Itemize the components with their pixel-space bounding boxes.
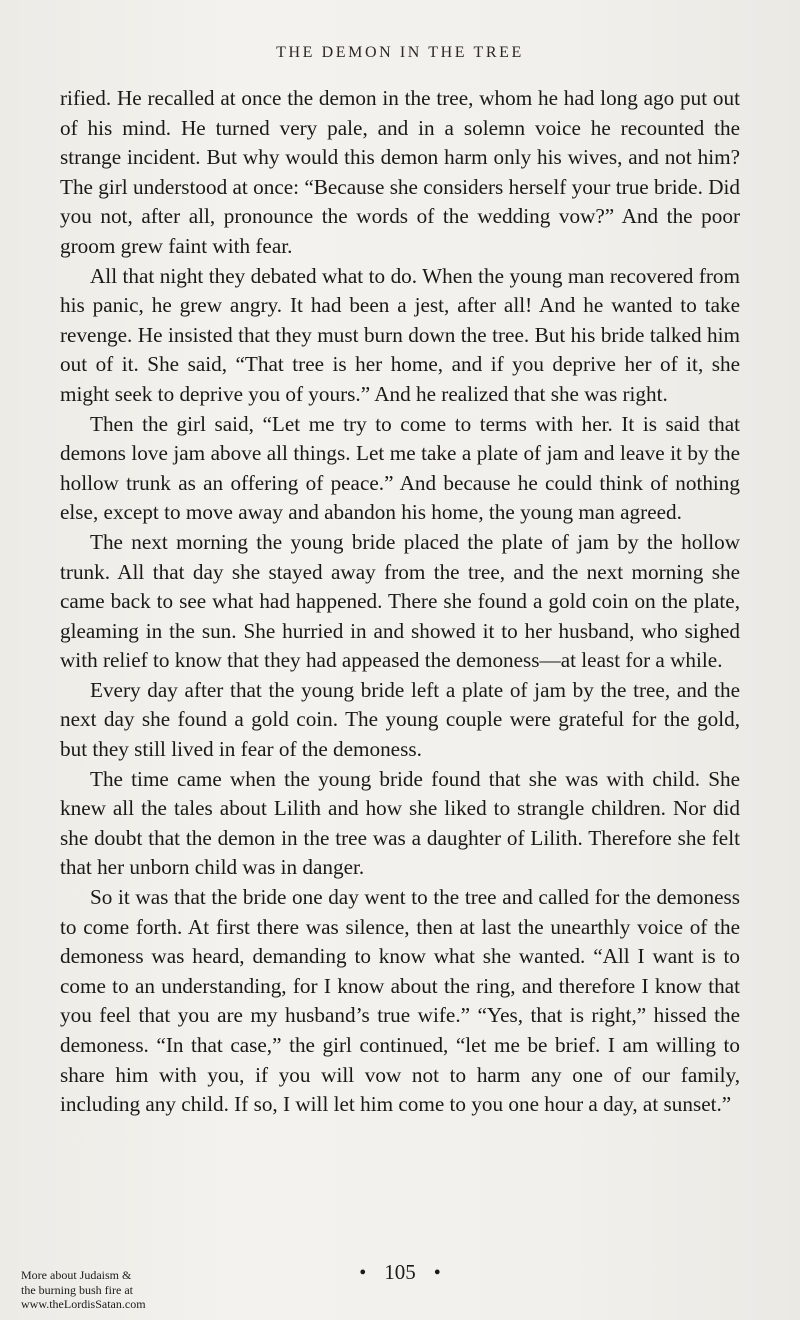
body-text	[60, 84, 740, 1120]
footer-note	[21, 1268, 221, 1312]
paragraph-7: So it was that the bride one day went to the tree and called for the demoness to come forth. At first there was silence, then at last the unearthly voice of the demoness was heard, demanding to know what she wanted. “All I want is to come to an understanding, for I know about the ring, and therefore I know that you feel that you are my husband’s true wife.” “Yes, that is right,” hissed the demoness. “In that case,” the girl continued, “let me be brief. I am willing to share him with you, if you will vow not to harm any one of our family, including any child. If so, I will let him come to you one hour a day, at sunset.”	[60, 885, 740, 1117]
paragraph-5: Every day after that the young bride left a plate of jam by the tree, and the next day she found a gold coin. The young couple were grateful for the gold, but they still lived in fear of the demoness.	[60, 677, 740, 762]
running-head: THE DEMON IN THE TREE	[276, 44, 524, 61]
paragraph-3: Then the girl said, “Let me try to come to terms with her. It is said that demons love jam above all things. Let me take a plate of jam and leave it by the hollow trunk as an offering of peace.” And because he could think of nothing else, except to move away and abandon his home, the young man agreed.	[60, 411, 740, 525]
paragraph-1: rified. He recalled at once the demon in the tree, whom he had long ago put out of his mind. He turned very pale, and in a solemn voice he recounted the strange incident. But why would this demon harm only his wives, and not him? The girl understood at once: “Because she considers herself your true bride. Did you not, after all, pronounce the words of the wedding vow?” And the poor groom grew faint with fear.	[60, 86, 740, 258]
paragraph-4: The next morning the young bride placed the plate of jam by the hollow trunk. All that day she stayed away from the tree, and the next morning she came back to see what had happened. There she found a gold coin on the plate, gleaming in the sun. She hurried in and showed it to her husband, who sighed with relief to know that they had appeased the demoness—at least for a while.	[60, 529, 740, 673]
folio-dot-left: •	[359, 1262, 367, 1284]
folio-dot-right: •	[433, 1262, 441, 1284]
footer-note-line-2: the burning bush fire at	[21, 1282, 133, 1297]
page-number: 105	[384, 1260, 416, 1284]
paragraph-6: The time came when the young bride found that she was with child. She knew all the tales about Lilith and how she liked to strangle children. Nor did she doubt that the demon in the tree was a daughter of Lilith. Therefore she felt that her unborn child was in danger.	[60, 766, 740, 880]
paragraph-2: All that night they debated what to do. When the young man recovered from his panic, he grew angry. It had been a jest, after all! And he wanted to take revenge. He insisted that they must burn down the tree. But his bride talked him out of it. She said, “That tree is her home, and if you deprive her of it, she might seek to deprive you of yours.” And he realized that she was right.	[60, 263, 740, 406]
footer-note-url: www.theLordisSatan.com	[21, 1297, 146, 1311]
footer-note-line-1: More about Judaism &	[21, 1268, 132, 1282]
